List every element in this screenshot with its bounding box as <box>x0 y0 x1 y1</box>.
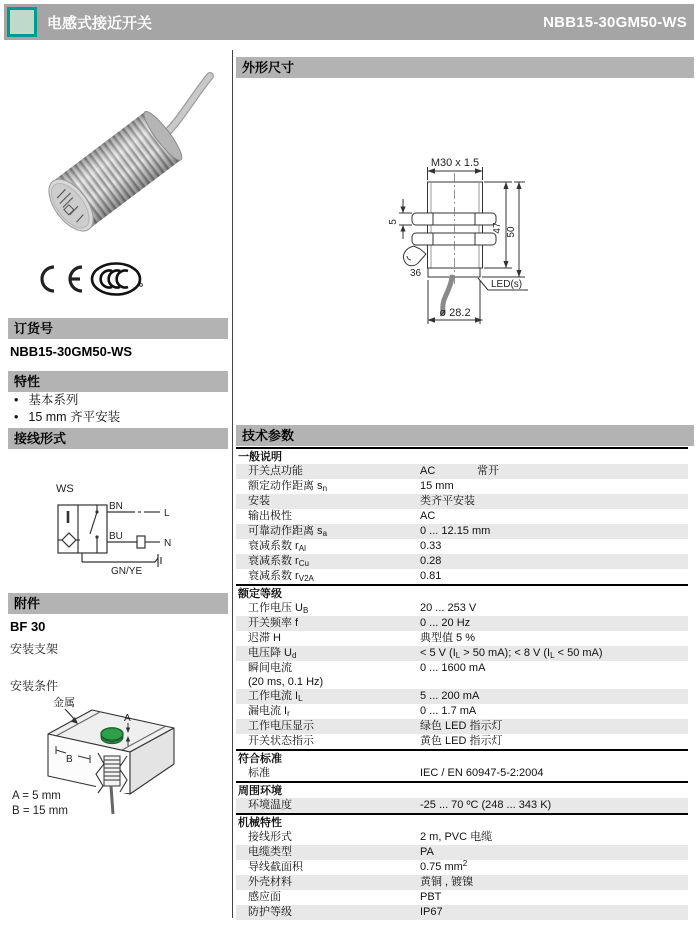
section-header-dimensions: 外形尺寸 <box>236 57 694 78</box>
tech-row: 外壳材料 黄铜 , 镀镍 <box>236 875 688 890</box>
tech-row: 开关状态指示 黄色 LED 指示灯 <box>248 735 503 747</box>
dimension-drawing <box>236 80 694 420</box>
section-header-order: 订货号 <box>8 318 228 339</box>
tech-row: 电缆类型 PA <box>236 845 688 860</box>
length-50-label: 50 <box>506 226 517 238</box>
wiring-diagram <box>45 478 180 578</box>
tech-section-header: 符合标准 <box>236 749 688 766</box>
tech-row: 导线截面积 0.75 $mm^2$ <box>248 859 468 873</box>
tech-row: 开关点功能 AC 常开 <box>236 464 688 479</box>
wire-n-label: N <box>164 538 172 549</box>
dim-b-letter: B <box>66 754 73 765</box>
wire-bn-label: BN <box>109 501 123 512</box>
tech-row: 开关频率 f 0 ... 20 Hz <box>236 616 688 631</box>
dim-b-value: B = 15 mm <box>12 805 68 817</box>
wrench-size-label: 36 <box>410 268 422 279</box>
tech-row: 衰减系数 $r_{Cu}$ 0.28 <box>236 554 688 569</box>
tech-row: 工作电压显示 绿色 LED 指示灯 <box>236 719 688 734</box>
wire-l-label: L <box>164 508 170 519</box>
tech-row: 瞬间电流 (20 ms, 0.1 Hz) 0 ... 1600 mA <box>248 662 486 688</box>
wire-gnye-label: GN/YE <box>111 566 143 577</box>
tech-section-header: 一般说明 <box>236 447 688 464</box>
page-title: 电感式接近开关 <box>47 14 153 32</box>
accessory-model: BF 30 <box>10 619 46 634</box>
tech-section-header: 额定等级 <box>236 584 688 601</box>
tech-row: 安装 类齐平安装 <box>236 494 688 509</box>
tech-row: 可靠动作距离 $s_a$ 0 ... 12.15 mm <box>236 524 688 539</box>
tech-row: 衰减系数 $r_{V2A}$ 0.81 <box>248 570 442 583</box>
tech-row: 标准 IEC / EN 60947-5-2:2004 <box>248 767 544 779</box>
features-list <box>12 392 120 426</box>
ccc-mark-icon <box>90 260 144 298</box>
tech-row: 额定动作距离 $s_n$ 15 mm <box>248 480 454 493</box>
order-number-value: NBB15-30GM50-WS <box>10 344 133 359</box>
thread-dim-label: M30 x 1.5 <box>430 157 480 169</box>
ce-mark-icon <box>30 262 92 296</box>
section-header-features: 特性 <box>8 371 228 392</box>
sensor-face <box>101 728 123 740</box>
tech-section-header: 周围环境 <box>236 781 688 798</box>
tech-row: 防护等级 IP67 <box>236 905 688 920</box>
metal-label: 金属 <box>53 697 75 709</box>
column-divider <box>232 50 233 918</box>
tech-table <box>236 447 688 920</box>
length-47-label: 47 <box>492 222 503 234</box>
dim-a-value: A = 5 mm <box>12 790 61 802</box>
led-label: LED(s) <box>491 279 523 290</box>
tech-row: 迟滞 H 典型值 5 % <box>248 632 476 644</box>
tech-row: 漏电流 $I_r$ 0 ... 1.7 mA <box>248 705 477 718</box>
section-header-tech: 技术参数 <box>236 425 694 446</box>
wire-bu-label: BU <box>109 531 123 542</box>
tech-row: 感应面 PBT <box>248 891 442 903</box>
feature-item: • 15 mm 齐平安装 <box>12 409 120 426</box>
tech-row: 环境温度 -25 ... 70 ºC (248 ... 343 K) <box>236 798 688 813</box>
product-photo <box>20 60 215 270</box>
feature-item: • 基本系列 <box>12 392 120 409</box>
accessory-description: 安装支架 <box>10 642 59 656</box>
tech-row: 接线形式 2 m, PVC 电缆 <box>248 831 493 843</box>
tech-row: 工作电流 $I_L$ 5 ... 200 mA <box>236 689 688 704</box>
tech-section-header: 机械特性 <box>236 813 688 830</box>
tech-row: 衰减系数 $r_{Al}$ 0.33 <box>248 540 442 553</box>
header-bar <box>4 4 694 40</box>
brand-icon <box>7 7 37 37</box>
tech-row: 电压降 $U_d$ < 5 V ($I_L > 50$ mA); < 8 V ($I_L < 50$ mA) <box>236 646 688 661</box>
tech-row: 工作电压 $U_B$ 20 ... 253 V <box>248 602 477 615</box>
wiring-variant-label: WS <box>56 483 74 495</box>
nut-width-label: 5 <box>388 219 399 225</box>
tech-row: 输出极性 AC <box>248 510 436 522</box>
section-header-accessories: 附件 <box>8 593 228 614</box>
dim-a-letter: A <box>124 713 131 724</box>
mounting-condition-label: 安装条件 <box>10 679 59 693</box>
section-header-connection: 接线形式 <box>8 428 228 449</box>
product-model-header: NBB15-30GM50-WS <box>543 13 687 31</box>
diameter-label: ø 28.2 <box>439 307 471 319</box>
